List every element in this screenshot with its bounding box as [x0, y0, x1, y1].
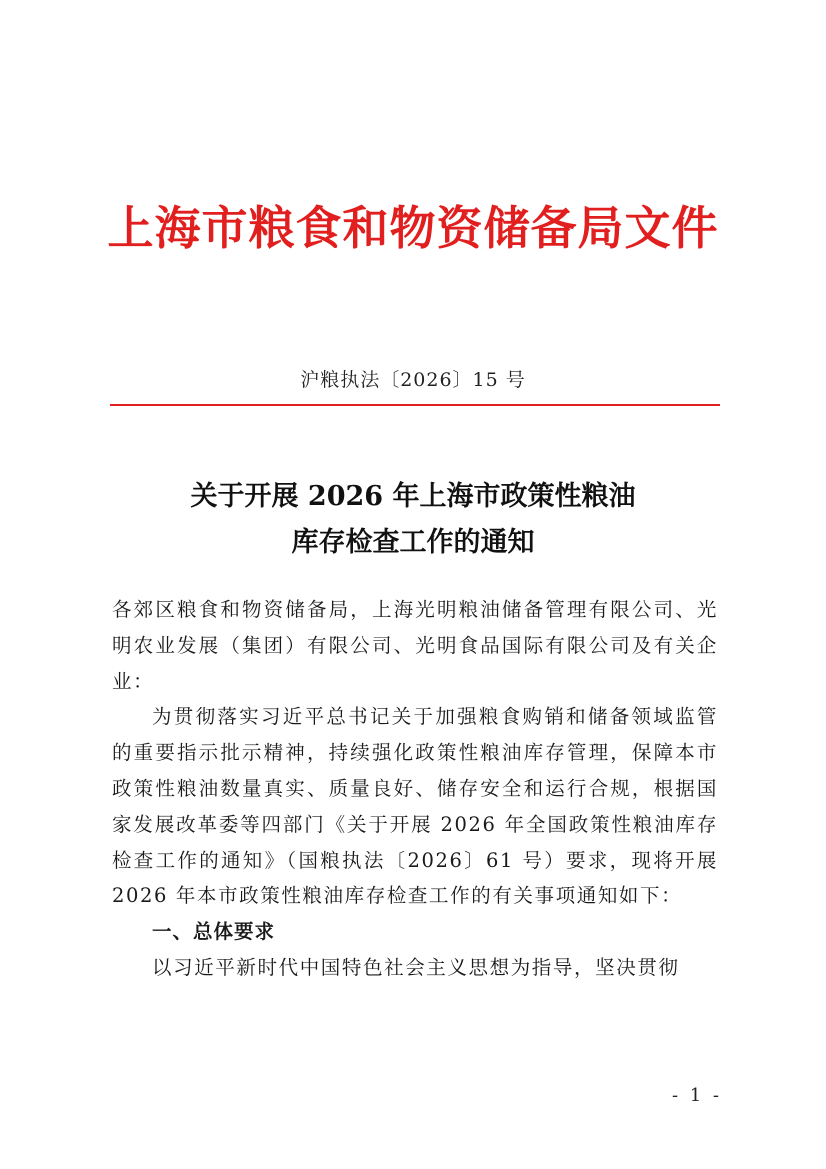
notice-title	[0, 474, 826, 566]
addressee-paragraph: 各郊区粮食和物资储备局，上海光明粮油储备管理有限公司、光明农业发展（集团）有限公司、光明食品国际有限公司及有关企业：	[112, 598, 718, 693]
notice-title-line-1: 关于开展 2026 年上海市政策性粮油	[190, 481, 636, 512]
intro-paragraph: 为贯彻落实习近平总书记关于加强粮食购销和储备领域监管的重要指示批示精神，持续强化政策性粮油库存管理，保障本市政策性粮油数量真实、质量良好、储存安全和运行合规，根据国家发展改革委等四部门《关于开展 2026 年全国政策性粮油库存检查工作的通知》（国粮执法〔2026〕61 号）要求，现将开展 2026 年本市政策性粮油库存检查工作的有关事项通知如下：	[112, 705, 718, 908]
notice-body	[112, 592, 718, 986]
section-heading-overall-requirements: 一、总体要求	[152, 920, 276, 944]
document-number: 沪粮执法〔2026〕15 号	[300, 369, 526, 391]
page-number: - 1 -	[671, 1085, 722, 1106]
red-separator-line	[110, 404, 720, 406]
notice-title-line-2: 库存检查工作的通知	[291, 527, 535, 558]
section1-paragraph: 以习近平新时代中国特色社会主义思想为指导，坚决贯彻	[152, 955, 680, 979]
agency-header-title: 上海市粮食和物资储备局文件	[107, 201, 719, 255]
